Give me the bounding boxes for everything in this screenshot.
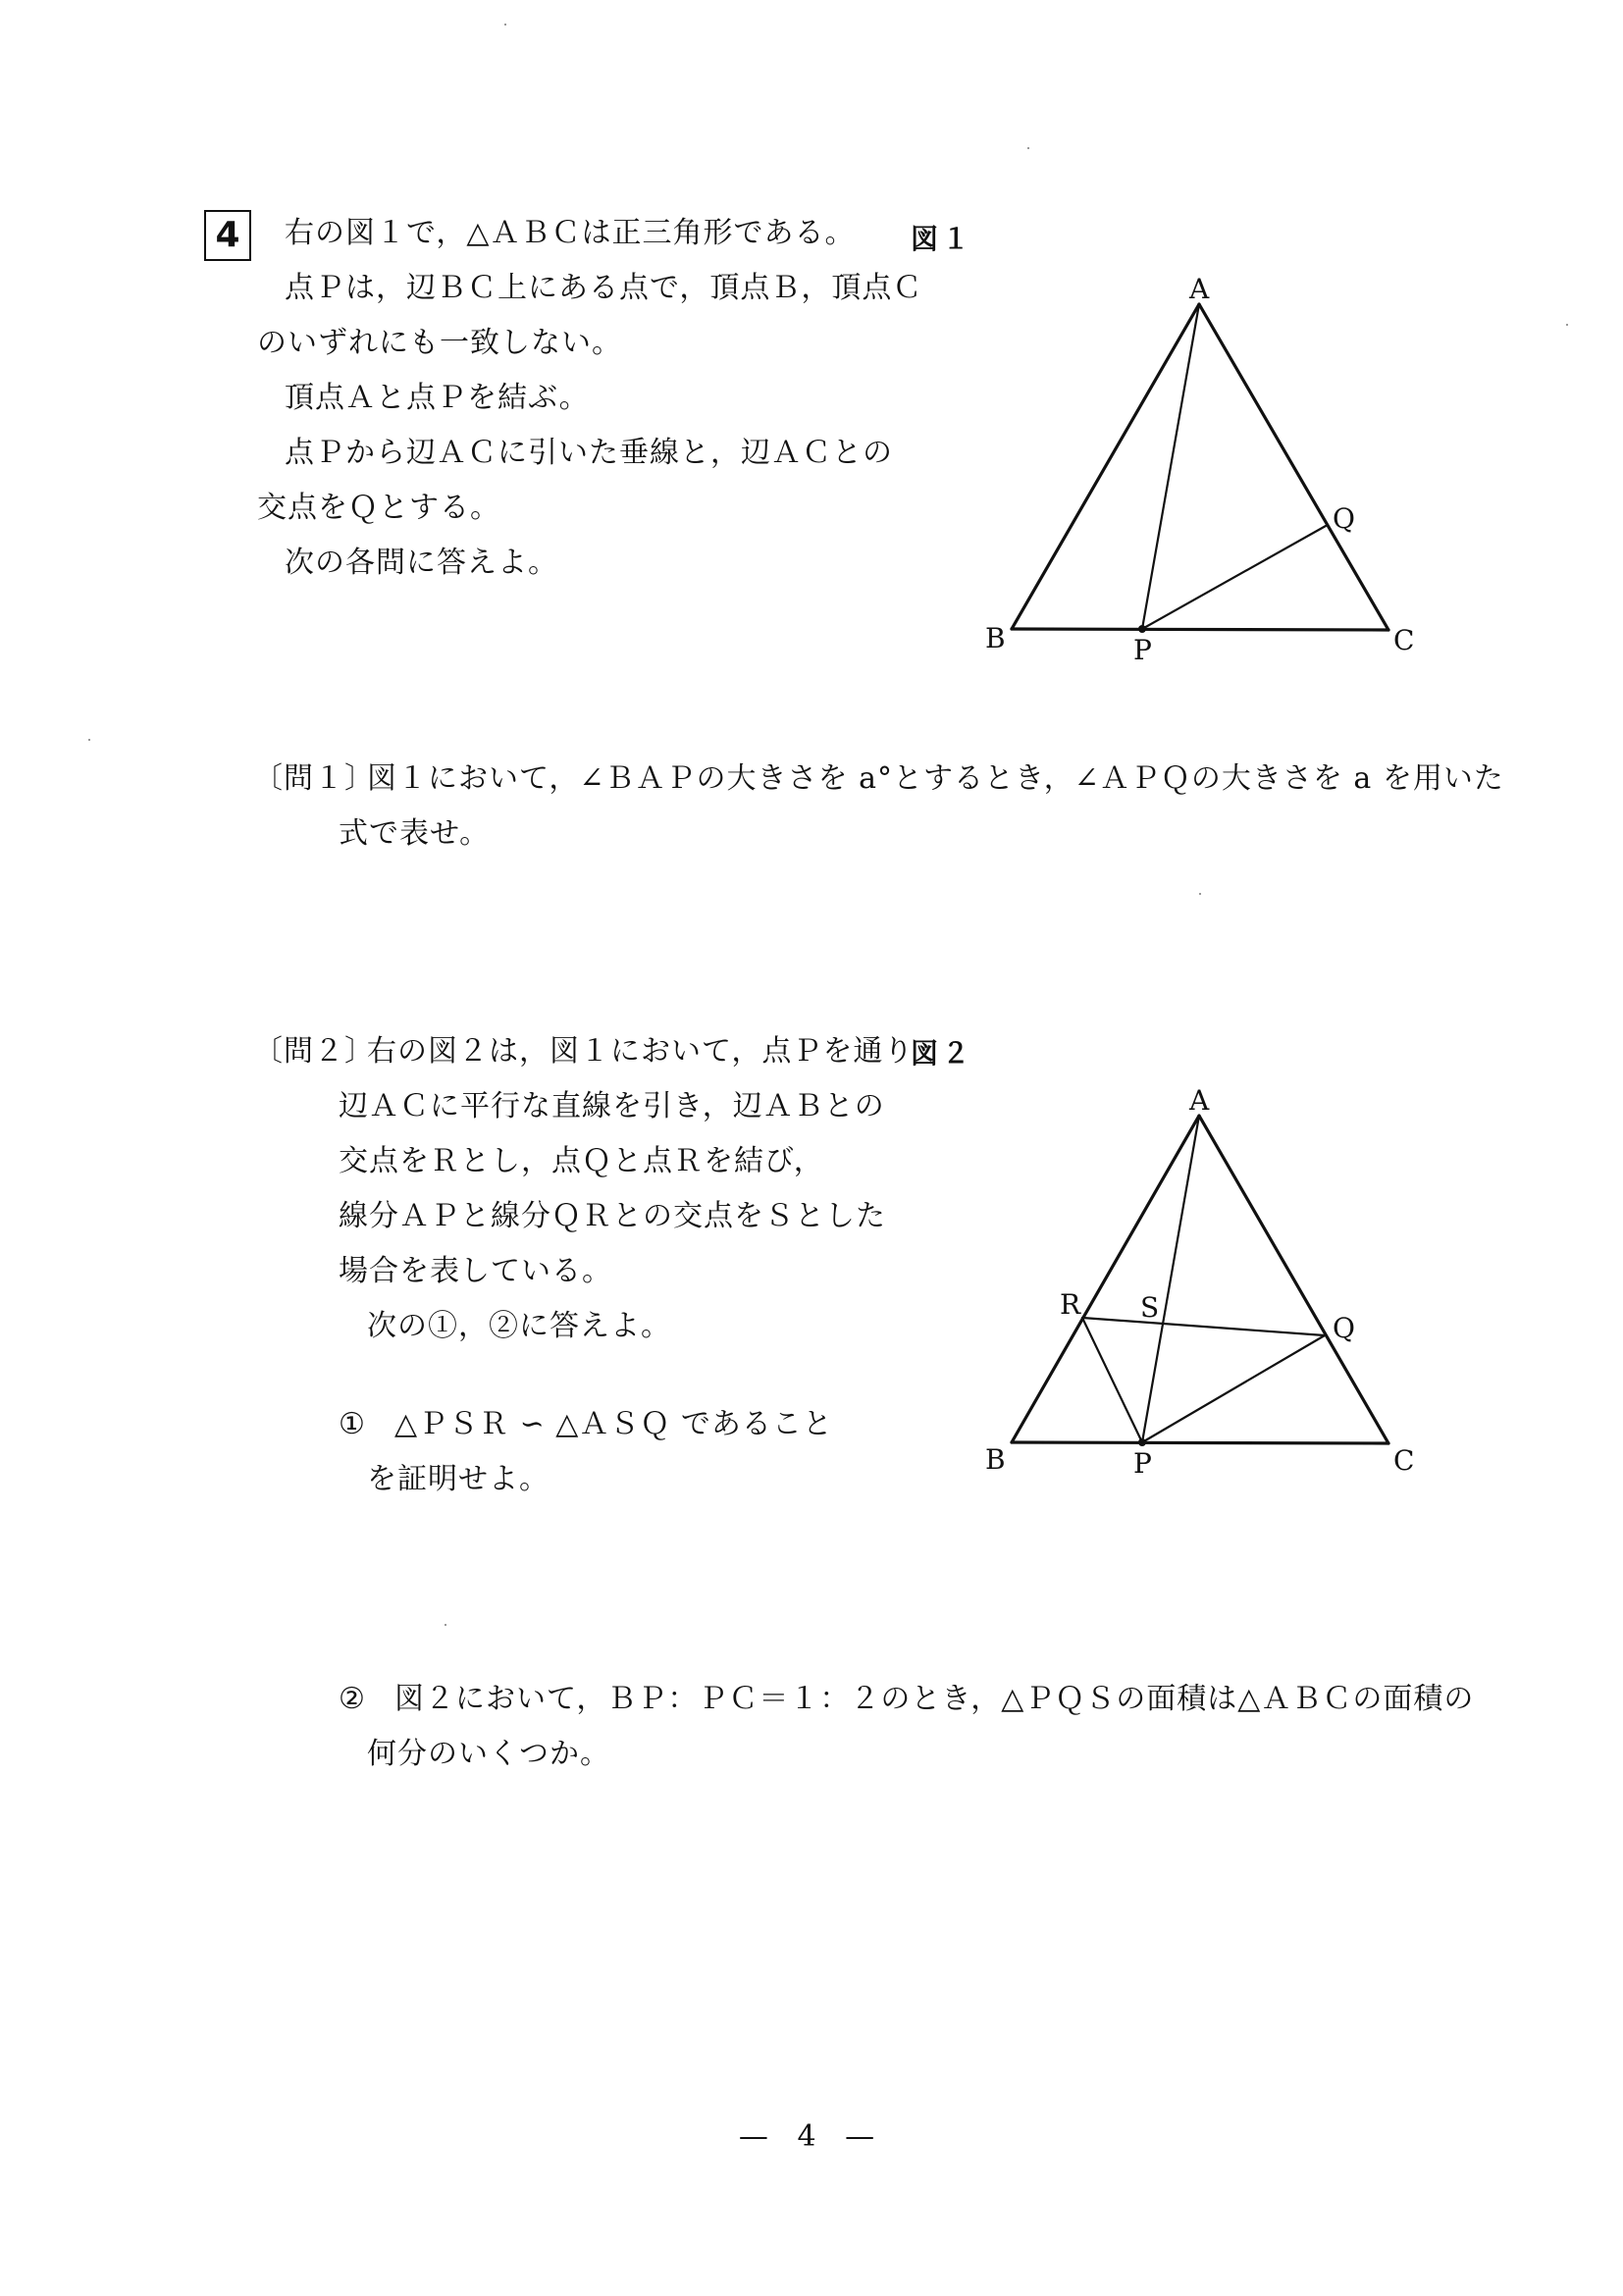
intro-line: 点Ｐは，辺ＢＣ上にある点で，頂点Ｂ，頂点Ｃ [285, 271, 923, 305]
intro-line: 次の各問に答えよ。 [285, 546, 558, 580]
question1-line: 図１において，∠ＢＡＰの大きさを a°とするとき，∠ＡＰＱの大きさを a を用いた [367, 761, 1504, 796]
figure1-label: 図１ [911, 223, 974, 255]
question2-line: 右の図２は，図１において，点Ｐを通り [367, 1034, 915, 1069]
scan-speck [1566, 324, 1568, 326]
figure1-diagram [981, 265, 1452, 677]
question2-line: 線分ＡＰと線分ＱＲとの交点をＳとした [339, 1199, 886, 1233]
page-number: — 4 — [738, 2119, 885, 2154]
sub2-line: 図２において，ＢＰ：ＰＣ＝１：２のとき，△ＰＱＳの面積は△ＡＢＣの面積の [394, 1682, 1475, 1716]
scan-speck [1199, 893, 1201, 895]
fig1-label-P: P [1133, 634, 1152, 666]
intro-line: 右の図１で，△ＡＢＣは正三角形である。 [285, 216, 856, 250]
fig2-label-C: C [1393, 1444, 1415, 1477]
sub2-marker: ② [339, 1682, 366, 1716]
figure2-label: 図２ [911, 1037, 974, 1070]
question2-line: 場合を表している。 [339, 1254, 612, 1288]
question1-tag: 〔問１〕 [253, 761, 375, 796]
scan-speck [504, 24, 506, 26]
fig2-label-P: P [1133, 1447, 1152, 1480]
intro-line: のいずれにも一致しない。 [257, 326, 622, 360]
question2-line: 辺ＡＣに平行な直線を引き，辺ＡＢとの [339, 1089, 885, 1123]
intro-line: 交点をＱとする。 [257, 491, 500, 525]
sub1-line: を証明せよ。 [367, 1462, 550, 1496]
fig2-label-A: A [1189, 1084, 1210, 1117]
fig2-label-Q: Q [1333, 1312, 1355, 1344]
intro-line: 頂点Ａと点Ｐを結ぶ。 [285, 381, 590, 415]
fig2-label-S: S [1140, 1291, 1160, 1324]
sub2-line: 何分のいくつか。 [367, 1737, 610, 1771]
fig2-label-B: B [985, 1443, 1006, 1476]
question2-tag: 〔問２〕 [253, 1034, 375, 1069]
fig1-label-B: B [985, 622, 1006, 654]
scan-speck [88, 739, 90, 741]
fig1-label-Q: Q [1333, 502, 1355, 535]
question1-line: 式で表せ。 [339, 816, 491, 851]
sub1-marker: ① [339, 1407, 366, 1441]
scan-speck [1027, 147, 1029, 149]
intro-line: 点Ｐから辺ＡＣに引いた垂線と，辺ＡＣとの [285, 436, 893, 470]
scan-speck [445, 1624, 446, 1626]
fig1-label-A: A [1189, 273, 1210, 305]
fig2-label-R: R [1060, 1288, 1081, 1321]
figure2-diagram [981, 1020, 1452, 1491]
question2-line: 交点をＲとし，点Ｑと点Ｒを結び， [339, 1144, 824, 1178]
sub1-line: △ＰＳＲ ∽ △ＡＳＱ であること [394, 1407, 833, 1441]
problem-number-box: 4 [204, 210, 251, 261]
question2-line: 次の①，②に答えよ。 [367, 1309, 671, 1343]
fig1-label-C: C [1393, 624, 1415, 656]
